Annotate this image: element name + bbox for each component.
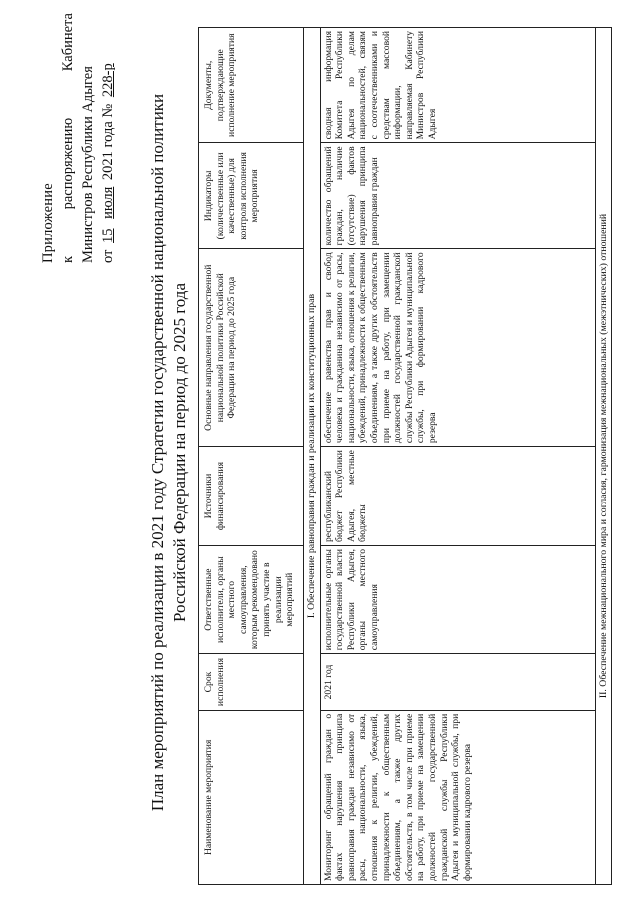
header-cell: Ответственные исполнители, органы местного самоуправления, которым рекомендовано принять участие в реализации мероприятий (199, 545, 304, 653)
table-cell: Мониторинг обращений граждан о фактах нарушения принципа равноправия граждан независимо от расы, национальности, языка, отношения к религии, убеждений, принадлежности к общественным объединениям, а также других обстоятельств, в том числе при приеме на работу, при приеме на замещении должностей государственной гражданской службы Республики Адыгея и муниципальной службы, при формировании кадрового резерва (320, 710, 595, 884)
plan-subtitle: Российской Федерации на период до 2025 года (170, 283, 189, 623)
header-cell: Индикаторы (количественные или качественные) для контроля исполнения мероприятия (199, 143, 304, 249)
header-cell: Документы, подтверждающие исполнение мероприятия (199, 28, 304, 143)
section-row (595, 28, 612, 885)
header-cell: Источники финансирования (199, 447, 304, 546)
header-cell: Срок исполнения (199, 654, 304, 711)
appendix-issuer: Министров Республики Адыгея (80, 66, 96, 263)
table-header-row (199, 28, 304, 885)
appendix-label: Приложение (40, 183, 56, 263)
appendix-block (38, 13, 118, 263)
table-cell: количество обращений граждан, наличие (отсутствие) фактов нарушения принципа равноправия граждан (320, 143, 595, 249)
table-cell: сводная информация Комитета Республики Адыгея по делам национальностей, связям с соотечественниками и средствам массовой информации, направляемая Кабинету Министров Республики Адыгея (320, 28, 595, 143)
plan-table (198, 27, 612, 885)
plan-title: План мероприятий по реализации в 2021 году Стратегии государственной национальной политики (148, 93, 167, 812)
table-cell: обеспечение равенства прав и свобод человека и гражданина независимо от расы, национальности, языка, отношения к религии, убеждений, принадлежности к общественным объединениям, а также других обстоятельств при приеме на работу, при замещении должностей государственной гражданской службы Республики Адыгея и муниципальной службы, при формировании кадрового резерва (320, 249, 595, 447)
section-heading: I. Обеспечение равноправия граждан и реализации их конституционных прав (304, 28, 321, 885)
header-cell: Основные направления государственной национальной политики Российской Федерации на период до 2025 года (199, 249, 304, 447)
appendix-date-number: от 15 июля 2021 года № 228-р (100, 63, 116, 263)
table-cell: 2021 год (320, 654, 595, 711)
table-cell: республиканский бюджет Республики Адыгея, местные бюджеты (320, 447, 595, 546)
table-row (320, 28, 595, 885)
section-heading: II. Обеспечение межнационального мира и согласия, гармонизация межнациональных (межэтнических) отношений (595, 28, 612, 885)
table-cell: исполнительные органы государственной власти Республики Адыгея, органы местного самоуправления (320, 545, 595, 653)
header-cell: Наименование мероприятия (199, 710, 304, 884)
appendix-to-order: к распоряжению Кабинета (60, 13, 76, 263)
section-row (304, 28, 321, 885)
